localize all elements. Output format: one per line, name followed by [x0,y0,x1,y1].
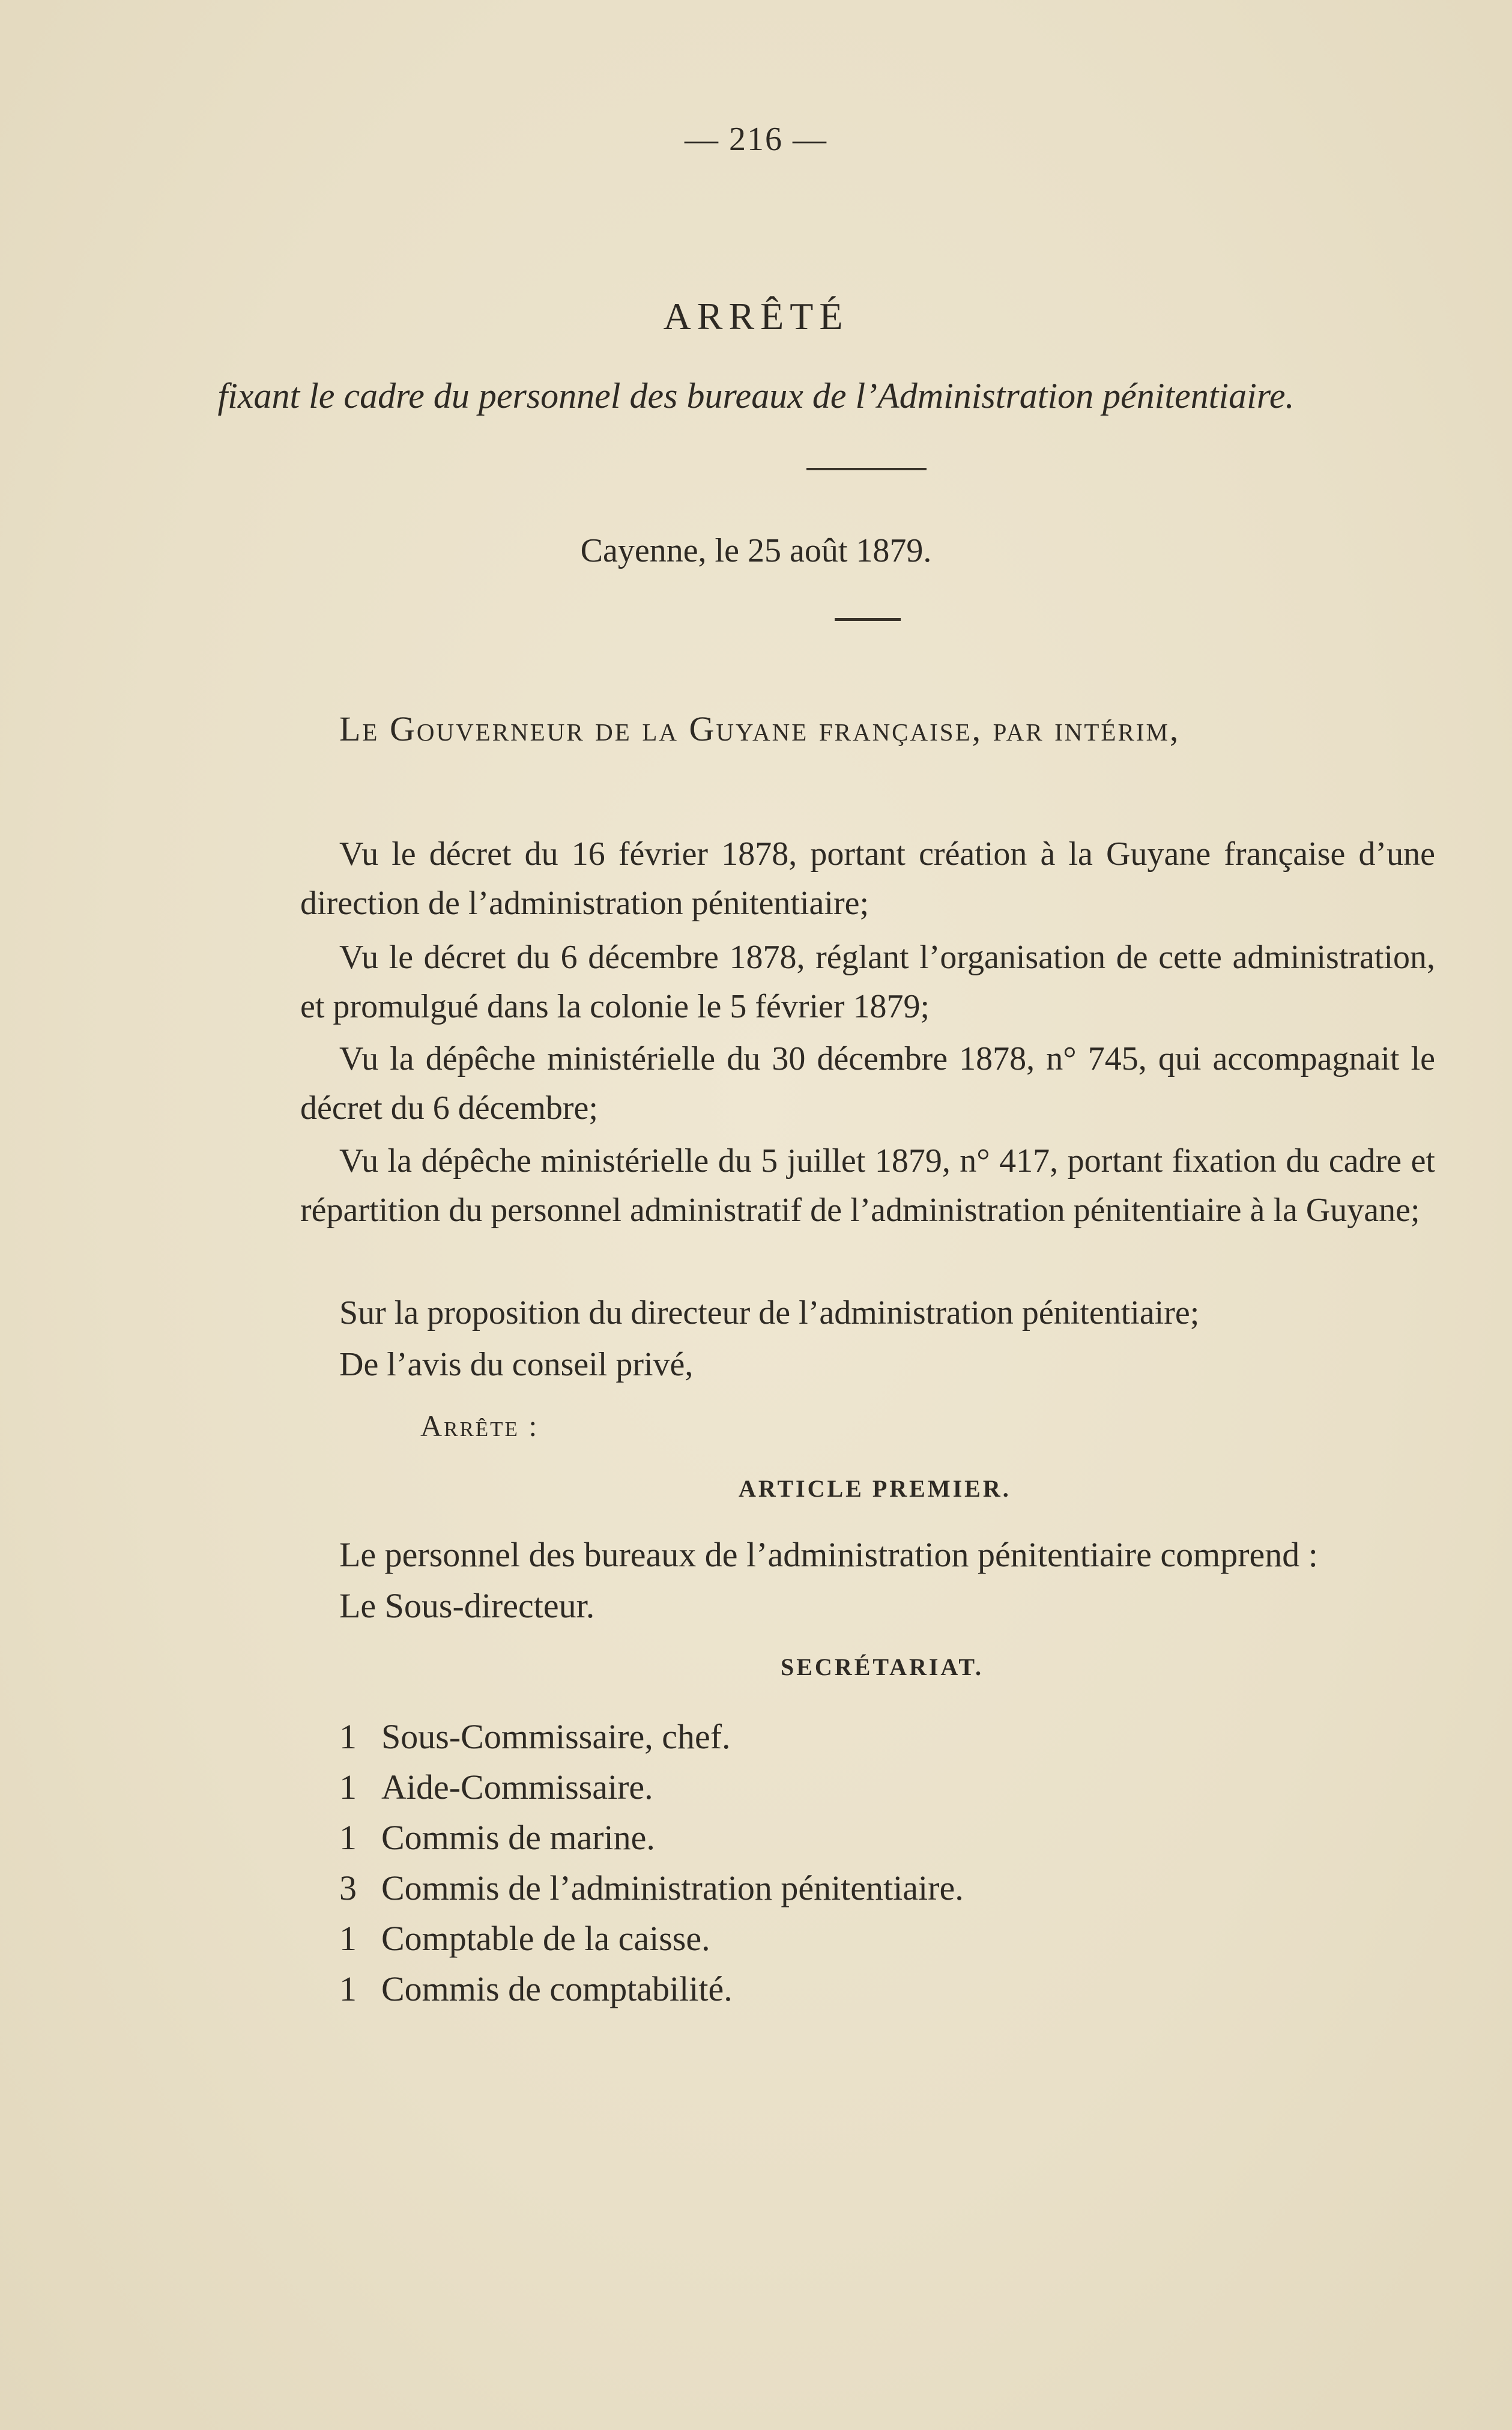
consideration-paragraph: Vu le décret du 16 février 1878, portant création à la Guyane française d’une direction de l’administration pénitentiaire; [300,835,1435,922]
staff-item [339,1863,964,1913]
consideration-paragraph: Sur la proposition du directeur de l’administration pénitentiaire; [339,1294,1200,1332]
staff-role: Commis de comptabilité. [381,1969,733,2008]
document-title: ARRÊTÉ [663,295,849,338]
staff-count: 1 [339,1969,357,2008]
article-heading: ARTICLE PREMIER. [739,1475,1011,1502]
staff-item [339,1964,964,2014]
staff-count: 1 [339,1768,357,1807]
staff-count: 1 [339,1919,357,1958]
arrete-label: Arrête : [420,1409,539,1443]
sub-director-line: Le Sous-directeur. [339,1586,595,1625]
section-heading: SECRÉTARIAT. [781,1653,984,1680]
staff-role: Commis de marine. [381,1818,655,1857]
staff-count: 1 [339,1717,357,1756]
issuer-line: Le Gouverneur de la Guyane française, par intérim, [339,709,1181,748]
consideration-paragraph: Vu la dépêche ministérielle du 30 décembre 1878, n° 745, qui accompagnait le décret du 6 décembre; [300,1040,1435,1127]
staff-role: Commis de l’administration pénitentiaire. [381,1868,964,1907]
dateline-divider [835,618,901,621]
title-divider [806,468,927,470]
staff-item [339,1762,964,1813]
staff-count: 1 [339,1818,357,1857]
staff-role: Aide-Commissaire. [381,1768,653,1807]
staff-item [339,1813,964,1863]
consideration-paragraph: Vu le décret du 6 décembre 1878, réglant l’organisation de cette administration, et promulgué dans la colonie le 5 février 1879; [300,939,1435,1025]
dateline: Cayenne, le 25 août 1879. [580,532,932,569]
document-subtitle: fixant le cadre du personnel des bureaux de l’Administration pénitentiaire. [217,376,1295,416]
consideration-paragraph: Vu la dépêche ministérielle du 5 juillet 1879, n° 417, portant fixation du cadre et répartition du personnel administratif de l’administration pénitentiaire à la Guyane; [300,1142,1435,1229]
staff-item [339,1712,964,1762]
consideration-paragraph: De l’avis du conseil privé, [339,1346,694,1383]
staff-role: Sous-Commissaire, chef. [381,1717,731,1756]
page-number: — 216 — [685,121,827,158]
staff-list [339,1712,964,2014]
staff-role: Comptable de la caisse. [381,1919,710,1958]
staff-item [339,1913,964,1964]
staff-count: 3 [339,1868,357,1907]
article-text: Le personnel des bureaux de l’administration pénitentiaire comprend : [339,1535,1318,1574]
